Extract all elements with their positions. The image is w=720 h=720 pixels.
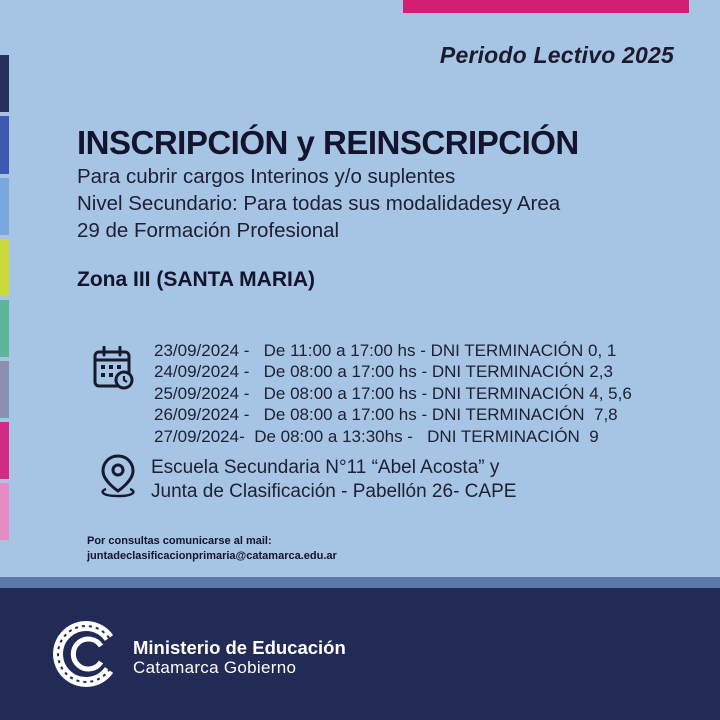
subtitle bbox=[77, 163, 677, 244]
calendar-icon bbox=[93, 346, 135, 390]
strip-segment bbox=[0, 422, 9, 479]
strip-segment bbox=[0, 483, 9, 540]
location-pin-icon bbox=[98, 453, 138, 499]
strip-segment bbox=[0, 239, 9, 296]
catamarca-logo-icon bbox=[53, 620, 121, 688]
address-line: Escuela Secundaria N°11 “Abel Acosta” y bbox=[151, 457, 500, 478]
schedule-list bbox=[154, 340, 632, 447]
zone-heading: Zona III (SANTA MARIA) bbox=[77, 268, 315, 291]
government-name: Catamarca Gobierno bbox=[133, 658, 297, 677]
subtitle-line: 29 de Formación Profesional bbox=[77, 219, 340, 242]
contact-info bbox=[87, 534, 337, 564]
strip-segment bbox=[0, 178, 9, 235]
contact-email[interactable]: juntadeclasificacionprimaria@catamarca.edu.ar bbox=[87, 550, 337, 562]
schedule-row: 27/09/2024- De 08:00 a 13:30hs - DNI TERMINACIÓN 9 bbox=[154, 426, 599, 446]
strip-segment bbox=[0, 361, 9, 418]
schedule-row: 25/09/2024 - De 08:00 a 17:00 hs - DNI TERMINACIÓN 4, 5,6 bbox=[154, 383, 632, 403]
strip-segment bbox=[0, 55, 9, 112]
subtitle-line: Nivel Secundario: Para todas sus modalidadesy Area bbox=[77, 192, 561, 215]
top-accent-bar bbox=[403, 0, 689, 13]
schedule-row: 24/09/2024 - De 08:00 a 17:00 hs - DNI TERMINACIÓN 2,3 bbox=[154, 362, 613, 382]
schedule-row: 26/09/2024 - De 08:00 a 17:00 hs - DNI TERMINACIÓN 7,8 bbox=[154, 405, 618, 425]
strip-segment bbox=[0, 300, 9, 357]
page-title: INSCRIPCIÓN y REINSCRIPCIÓN bbox=[77, 124, 579, 161]
subtitle-line: Para cubrir cargos Interinos y/o suplentes bbox=[77, 165, 456, 188]
strip-segment bbox=[0, 116, 9, 174]
footer-stripe bbox=[0, 577, 720, 588]
period-label: Periodo Lectivo 2025 bbox=[439, 42, 674, 68]
address bbox=[151, 456, 516, 504]
ministry-name: Ministerio de Educación bbox=[133, 637, 346, 658]
address-line: Junta de Clasificación - Pabellón 26- CAPE bbox=[151, 481, 517, 502]
schedule-row: 23/09/2024 - De 11:00 a 17:00 hs - DNI TERMINACIÓN 0, 1 bbox=[154, 341, 617, 360]
contact-label: Por consultas comunicarse al mail: bbox=[87, 535, 272, 547]
